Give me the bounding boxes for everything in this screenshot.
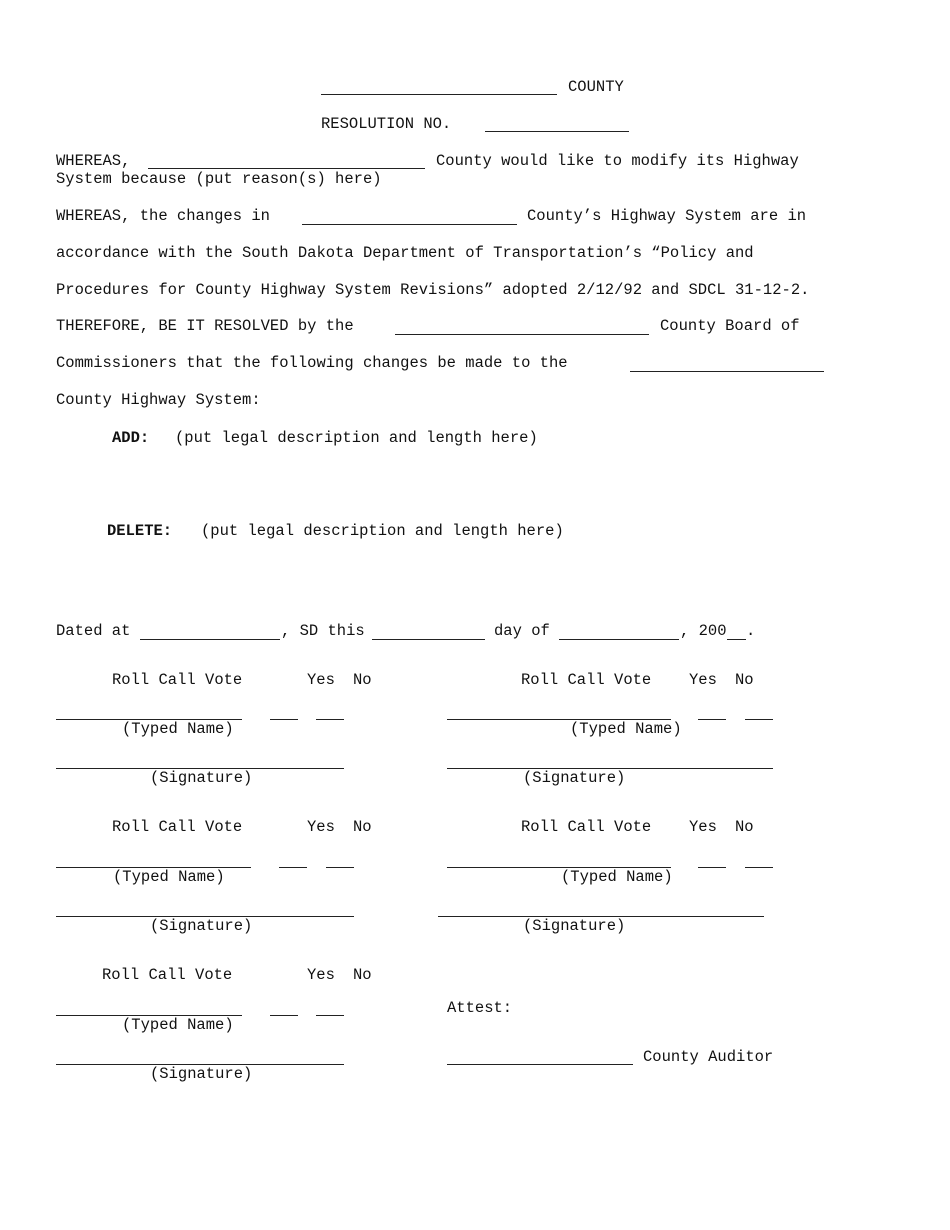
yes-heading: Yes	[689, 671, 717, 689]
no-heading: No	[353, 818, 372, 836]
sd-this-label: , SD this	[281, 622, 365, 640]
dated-place-blank[interactable]	[140, 639, 280, 640]
no-vote-blank[interactable]	[326, 867, 354, 868]
therefore-county-blank[interactable]	[395, 334, 649, 335]
roll-call-vote-heading: Roll Call Vote	[102, 966, 233, 984]
no-heading: No	[735, 671, 754, 689]
yes-heading: Yes	[307, 818, 335, 836]
yes-vote-blank[interactable]	[270, 719, 298, 720]
yes-vote-blank[interactable]	[270, 1015, 298, 1016]
typed-name-caption: (Typed Name)	[122, 1016, 234, 1034]
whereas-1-line2: System because (put reason(s) here)	[56, 170, 382, 188]
signature-caption: (Signature)	[523, 769, 626, 787]
dated-year-blank[interactable]	[727, 639, 746, 640]
typed-name-caption: (Typed Name)	[122, 720, 234, 738]
dated-day-blank[interactable]	[372, 639, 485, 640]
yes-vote-blank[interactable]	[698, 867, 726, 868]
yes-heading: Yes	[689, 818, 717, 836]
yes-heading: Yes	[307, 671, 335, 689]
dated-at-label: Dated at	[56, 622, 131, 640]
delete-label: DELETE:	[107, 522, 173, 540]
whereas-1-end: County would like to modify its Highway	[436, 152, 799, 170]
delete-description: (put legal description and length here)	[201, 522, 564, 540]
whereas-2-county-blank[interactable]	[302, 224, 517, 225]
signature-caption: (Signature)	[150, 769, 253, 787]
therefore-line2: Commissioners that the following changes be made to the	[56, 354, 568, 372]
no-heading: No	[735, 818, 754, 836]
roll-call-vote-heading: Roll Call Vote	[521, 671, 652, 689]
no-heading: No	[353, 671, 372, 689]
whereas-2-start: WHEREAS, the changes in	[56, 207, 270, 225]
year-prefix-label: , 200	[680, 622, 727, 640]
day-of-label: day of	[494, 622, 550, 640]
county-heading: COUNTY	[568, 78, 624, 96]
signature-caption: (Signature)	[523, 917, 626, 935]
whereas-1-start: WHEREAS,	[56, 152, 131, 170]
add-label: ADD:	[112, 429, 150, 447]
yes-vote-blank[interactable]	[698, 719, 726, 720]
typed-name-caption: (Typed Name)	[570, 720, 682, 738]
county-auditor-label: County Auditor	[643, 1048, 774, 1066]
whereas-2-line2: accordance with the South Dakota Department of Transportation’s “Policy and	[56, 244, 754, 262]
whereas-2-end: County’s Highway System are in	[527, 207, 807, 225]
resolution-number-blank[interactable]	[485, 131, 629, 132]
no-heading: No	[353, 966, 372, 984]
signature-caption: (Signature)	[150, 917, 253, 935]
attest-label: Attest:	[447, 999, 513, 1017]
typed-name-caption: (Typed Name)	[113, 868, 225, 886]
roll-call-vote-heading: Roll Call Vote	[112, 671, 243, 689]
yes-vote-blank[interactable]	[279, 867, 307, 868]
therefore-county-blank-2[interactable]	[630, 371, 824, 372]
no-vote-blank[interactable]	[745, 867, 773, 868]
dated-month-blank[interactable]	[559, 639, 679, 640]
roll-call-vote-heading: Roll Call Vote	[112, 818, 243, 836]
therefore-end: County Board of	[660, 317, 800, 335]
signature-caption: (Signature)	[150, 1065, 253, 1083]
resolution-label: RESOLUTION NO.	[321, 115, 452, 133]
county-name-blank[interactable]	[321, 94, 557, 95]
typed-name-caption: (Typed Name)	[561, 868, 673, 886]
roll-call-vote-heading: Roll Call Vote	[521, 818, 652, 836]
no-vote-blank[interactable]	[316, 719, 344, 720]
no-vote-blank[interactable]	[745, 719, 773, 720]
dated-period: .	[746, 622, 756, 640]
yes-heading: Yes	[307, 966, 335, 984]
add-description: (put legal description and length here)	[175, 429, 538, 447]
whereas-2-line3: Procedures for County Highway System Revisions” adopted 2/12/92 and SDCL 31-12-2.	[56, 281, 810, 299]
whereas-1-county-blank[interactable]	[148, 168, 425, 169]
no-vote-blank[interactable]	[316, 1015, 344, 1016]
county-auditor-blank[interactable]	[447, 1064, 633, 1065]
therefore-line3: County Highway System:	[56, 391, 261, 409]
therefore-start: THEREFORE, BE IT RESOLVED by the	[56, 317, 354, 335]
